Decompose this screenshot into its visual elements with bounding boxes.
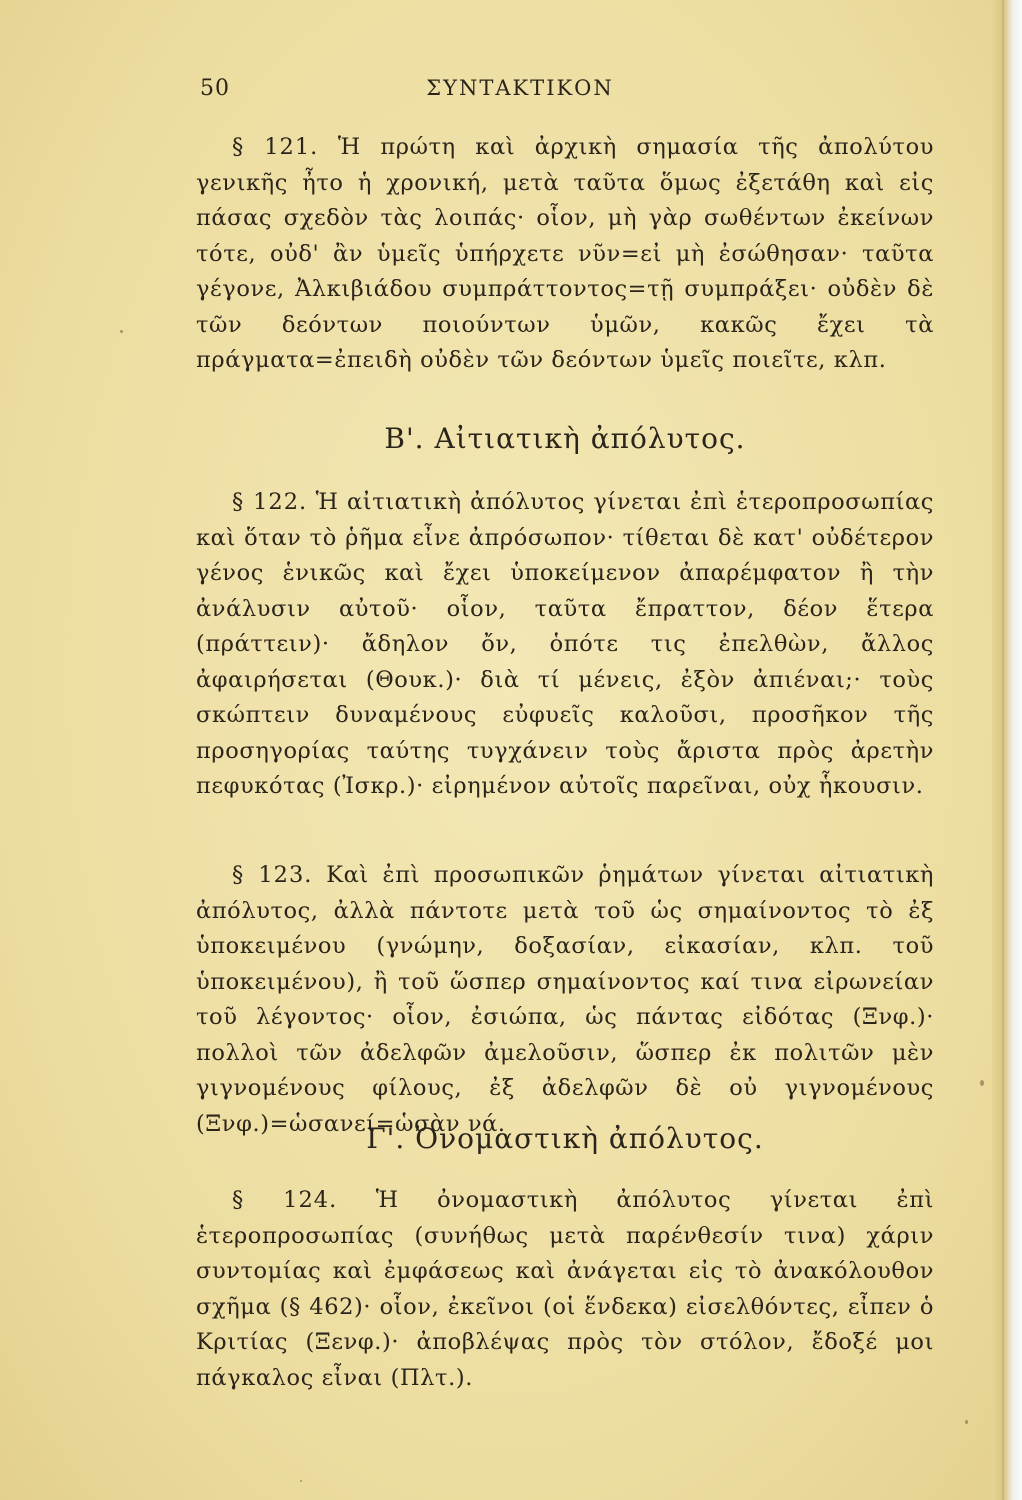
page-gutter [992, 0, 1022, 1500]
paragraph-121-text: Ἡ πρώτη καὶ ἀρχικὴ σημασία τῆς ἀπολύτου γενικῆς ἦτο ἡ χρονική, μετὰ ταῦτα ὅμως ἐξετάθη καὶ εἰς πάσας σχεδὸν τὰς λοιπάς· οἷον, μὴ γὰρ σωθέντων ἐκείνων τότε, οὐδ' ἂν ὑμεῖς ὑπήρχετε νῦν=εἰ μὴ ἐσώθησαν· ταῦτα γέγονε, Ἀλκιβιάδου συμπράττοντος=τῇ συμπράξει· οὐδὲν δὲ τῶν δεόντων ποιούντων ὑμῶν, κακῶς ἔχει τὰ πράγματα=ἐπειδὴ οὐδὲν τῶν δεόντων ὑμεῖς ποιεῖτε, κλπ. [196, 134, 935, 373]
section-number-122: § 122. [232, 489, 308, 515]
running-head [190, 76, 850, 110]
heading-nominative-absolute: Γ'. Ὀνομαστικὴ ἀπόλυτος. [366, 1122, 764, 1155]
page-number: 50 [200, 76, 230, 101]
section-number-121: § 121. [232, 134, 319, 160]
paragraph-122 [196, 485, 934, 805]
paragraph-124-text: Ἡ ὀνομαστικὴ ἀπόλυτος γίνεται ἐπὶ ἑτεροπροσωπίας (συνήθως μετὰ παρένθεσίν τινα) χάριν συντομίας καὶ ἐμφάσεως καὶ ἀνάγεται εἰς τὸ ἀνακόλουθον σχῆμα (§ 462)· οἷον, ἐκεῖνοι (οἱ ἕνδεκα) εἰσελθόντες, εἶπεν ὁ Κριτίας (Ξενφ.)· ἀποβλέψας πρὸς τὸν στόλον, ἔδοξέ μοι πάγκαλος εἶναι (Πλτ.). [196, 1187, 935, 1391]
paragraph-121 [196, 130, 934, 379]
paragraph-123-text: Καὶ ἐπὶ προσωπικῶν ῥημάτων γίνεται αἰτιατικὴ ἀπόλυτος, ἀλλὰ πάντοτε μετὰ τοῦ ὡς σημαίνοντος τὸ ἐξ ὑποκειμένου (γνώμην, δοξασίαν, εἰκασίαν, κλπ. τοῦ ὑποκειμένου), ἢ τοῦ ὥσπερ σημαίνοντος καί τινα εἰρωνείαν τοῦ λέγοντος· οἷον, ἐσιώπα, ὡς πάντας εἰδότας (Ξνφ.)· πολλοὶ τῶν ἀδελφῶν ἀμελοῦσιν, ὥσπερ ἐκ πολιτῶν μὲν γιγνομένους φίλους, ἐξ ἀδελφῶν δὲ οὐ γιγνομένους (Ξνφ.)=ὡσανεί=ὡσὰν νά. [196, 862, 934, 1137]
heading-accusative-absolute: Β'. Αἰτιατικὴ ἀπόλυτος. [384, 422, 746, 455]
speck [965, 1420, 968, 1424]
paragraph-122-text: Ἡ αἰτιατικὴ ἀπόλυτος γίνεται ἐπὶ ἑτεροπροσωπίας καὶ ὅταν τὸ ῥῆμα εἶνε ἀπρόσωπον· τίθεται δὲ κατ' οὐδέτερον γένος ἑνικῶς καὶ ἔχει ὑποκείμενον ἀπαρέμφατον ἢ τὴν ἀνάλυσιν αὐτοῦ· οἷον, ταῦτα ἔπραττον, δέον ἕτερα (πράττειν)· ἄδηλον ὄν, ὁπότε τις ἐπελθὼν, ἄλλος ἀφαιρήσεται (Θουκ.)· διὰ τί μένεις, ἐξὸν ἀπιέναι;· τοὺς σκώπτειν δυναμένους εὐφυεῖς καλοῦσι, προσῆκον τῆς προσηγορίας ταύτης τυγχάνειν τοὺς ἄριστα πρὸς ἀρετὴν πεφυκότας (Ἰσκρ.)· εἰρημένον αὐτοῖς παρεῖναι, οὐχ ἧκουσιν. [196, 489, 935, 799]
speck [120, 330, 123, 333]
section-number-123: § 123. [232, 862, 313, 888]
section-number-124: § 124. [232, 1187, 338, 1213]
paragraph-123 [196, 858, 934, 1142]
speck [980, 1080, 984, 1086]
running-title: ΣΥΝΤΑΚΤΙΚΟΝ [426, 76, 614, 100]
speck [300, 1480, 302, 1482]
paragraph-124 [196, 1183, 934, 1396]
gutter-line [1002, 0, 1004, 1500]
